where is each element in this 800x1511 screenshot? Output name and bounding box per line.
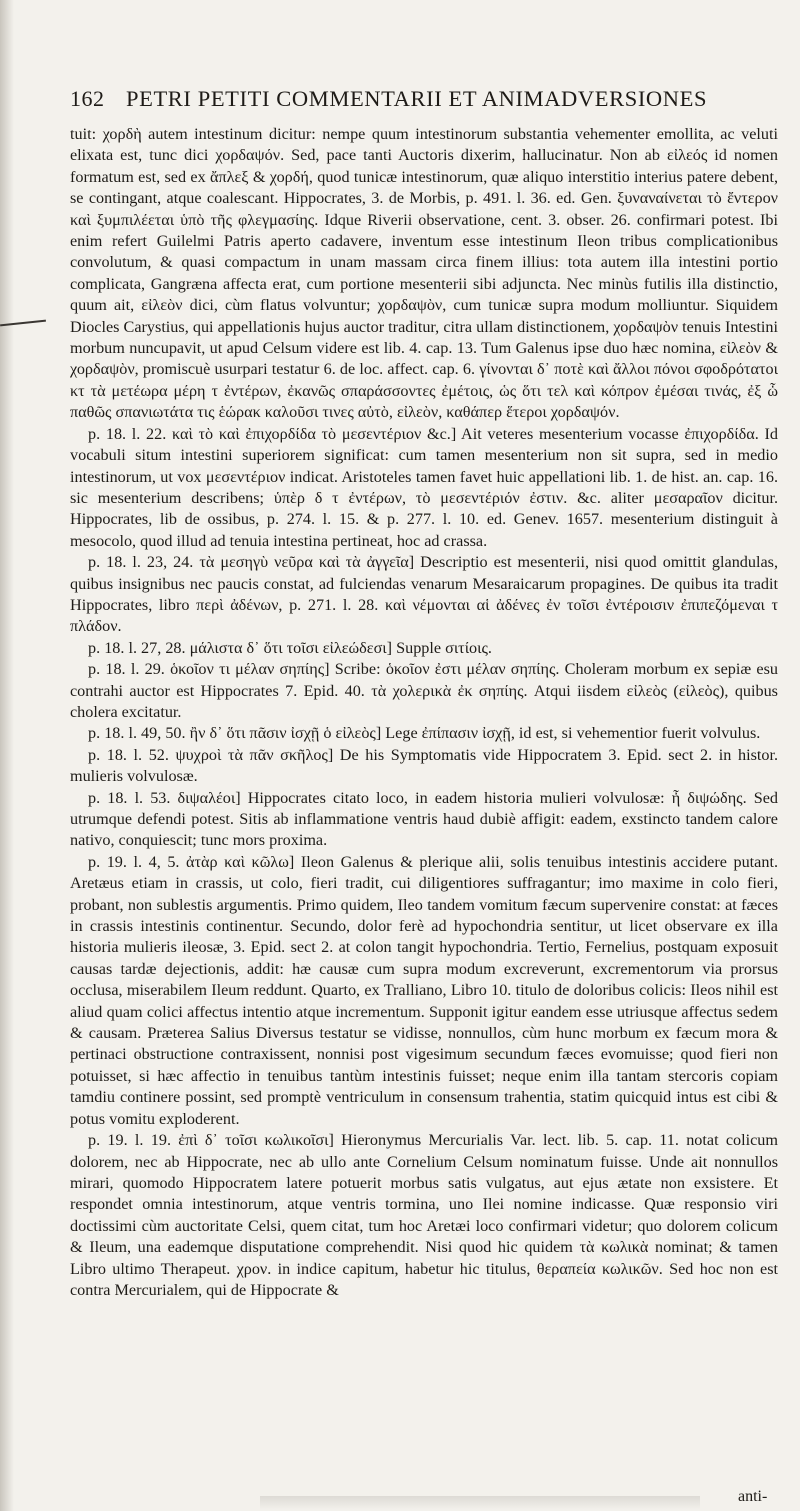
note-p18-l53: p. 18. l. 53. διψαλέοι] Hippocrates citato loco, in eadem historia mulieri volvulosæ: ἦ διψώδης. Sed utrumque defendi potest. Sitis ab inflammatione ventris haud dubiè affigit: eadem, exstincto tandem calore nativo, conquiescit; tunc mors proxima.: [70, 788, 778, 850]
page-header: [70, 86, 772, 120]
note-p18-l23-24: p. 18. l. 23, 24. τὰ μεσηγὺ νεῦρα καὶ τὰ ἀγγεῖα] Descriptio est mesenterii, nisi quod omittit glandulas, quibus insignibus nec paucis constat, ad fulciendas venarum Mesaraicarum propagines. De quibus ita tradit Hippocrates, libro περὶ ἀδένων, p. 271. l. 28. καὶ νέμονται αἱ ἀδένες ἐν τοῖσι ἐντέροισιν ἐπιπεζόμεναι τ πλάδον.: [70, 553, 778, 636]
catchword: anti-: [738, 1488, 768, 1505]
note-p19-l19: p. 19. l. 19. ἐπὶ δ᾽ τοῖσι κωλικοῖσι] Hieronymus Mercurialis Var. lect. lib. 5. cap. 11. notat colicum dolorem, nec ab Hippocrate, nec ab ullo ante Cornelium Celsum nominatum fuisse. Unde ait nonnullos mirari, quomodo Hippocratem latere potuerit morbus satis vulgatus, aut ejus ætate non exsistere. Et respondet omnia intestinorum, atque ventris tormina, uno Ilei nomine indicasse. Quæ responsio viri doctissimi cùm auctoritate Celsi, quem citat, tum hoc Aretæi loco confirmari videtur; quo dolorem colicum & Ileum, una eademque disputatione comprehendit. Nisi quod hic quidem τὰ κωλικὰ nominat; & tamen Libro ultimo Therapeut. χρον. in indice capitum, habetur hic titulus, θεραπεία κωλικῶν. Sed hoc non est contra Mercurialem, qui de Hippocrate &: [70, 1131, 778, 1299]
gutter-shadow: [0, 0, 14, 1511]
note-p18-l22: p. 18. l. 22. καὶ τὸ καὶ ἐπιχορδίδα τὸ μεσεντέριον &c.] Ait veteres mesenterium vocasse ἐπιχορδίδα. Id vocabuli situm intestini superiorem significat: cum tamen mesenterium non sit supra, sed in medio intestinorum, ut vox μεσεντέριον indicat. Aristoteles tamen favet huic appellationi lib. 1. de hist. an. cap. 16. sic mesenterium describens; ὑπὲρ δ τ ἐντέρων, τὸ μεσεντέριόν ἐστιν. &c. aliter μεσαραῖον dicitur. Hippocrates, lib de ossibus, p. 274. l. 15. & p. 277. l. 10. ed. Genev. 1657. mesenterium distinguit à mesocolo, quod illud ad tenuia intestina pertineat, hoc ad crassa.: [70, 424, 778, 550]
note-p18-l27-28: p. 18. l. 27, 28. μάλιστα δ᾽ ὅτι τοῖσι εἰλεώδεσι] Supple σιτίοις.: [88, 638, 492, 657]
page-number: 162: [70, 86, 105, 111]
page-body: [70, 124, 778, 1301]
paragraph-continuation: tuit: χορδὴ autem intestinum dicitur: nempe quum intestinorum substantia vehementer emollita, ac veluti elixata est, tunc dici χορδαψόν. Sed, pace tanti Auctoris dixerim, hallucinatur. Non ab εἰλεός id nomen formatum est, sed ex ἄπλεξ & χορδή, quod tunicæ intestinorum, quæ aliquo interstitio interius patere debent, se contingant, atque coalescant. Hippocrates, 3. de Morbis, p. 491. l. 36. ed. Gen. ξυναναίνεται τὸ ἔντερον καὶ ξυμπιλέεται ὑπὸ τῆς φλεγμασίης. Idque Riverii observatione, cent. 3. obser. 26. confirmari potest. Ibi enim refert Guilelmi Patris aperto cadavere, inventum esse intestinum Ileon tribus complicationibus convolutum, & quasi compactum in unam massam circa finem illius: tota autem illa intestini portio complicata, Gangræna affecta erat, cum portione mesenterii sibi adjuncta. Nec minùs futilis illa distinctio, quum ait, εἰλεὸν dici, cùm flatus volvuntur; χορδαψὸν, cum tunicæ supra modum molliuntur. Siquidem Diocles Carystius, qui appellationis hujus auctor traditur, citra ullam distinctionem, χορδαψὸν tenuis Intestini morbum nuncupavit, ut apud Celsum videre est lib. 4. cap. 13. Tum Galenus ipse duo hæc nomina, εἰλεὸν & χορδαψὸν, promiscuè usurpari testatur 6. de loc. affect. cap. 6. γίνονται δ᾽ ποτὲ καὶ ἄλλοι πόνοι σφοδρότατοι κτ τὰ μετέωρα μέρη τ ἐντέρων, ἐκανῶς σπαράσσοντες ἐμέτοις, ὡς ὅτι τελ καὶ κόπρον ἐμέσαι τινάς, ἐξ ὧ παθῶς σπανιωτάτα τις ἑώρακ καλοῦσι τινες αὐτὸ, εἰλεὸν, καθάπερ ἕτεροι χορδαψόν.: [70, 125, 778, 422]
note-p18-l52: p. 18. l. 52. ψυχροὶ τὰ πᾶν σκῆλος] De his Symptomatis vide Hippocratem 3. Epid. sect 2. in histor. mulieris volvulosæ.: [70, 745, 778, 786]
running-title: PETRI PETITI COMMENTARII ET ANIMADVERSIONES: [126, 86, 708, 111]
note-p18-l49-50: p. 18. l. 49, 50. ἢν δ᾽ ὅτι πᾶσιν ἰσχῇ ὁ εἰλεὸς] Lege ἐπίπασιν ἰσχῇ, id est, si vehementior fuerit volvulus.: [88, 724, 761, 743]
show-through-text: [260, 1496, 700, 1510]
note-p19-l4-5: p. 19. l. 4, 5. ἀτὰρ καὶ κῶλω] Ileon Galenus & plerique alii, solis tenuibus intestinis accidere putant. Aretæus etiam in crassis, ut colo, fieri tradit, cui diligentiores suffragantur; imo maxime in colo fieri, probant, non sublestis argumentis. Primo quidem, Ileo tandem vomitum fæcum supervenire constat: at fæces in crassis intestinis continentur. Secundo, dolor ferè ad hypochondria sentitur, ut licet observare ex illa historia mulieris ileosæ, 3. Epid. sect 2. at colon tangit hypochondria. Tertio, Fernelius, postquam exposuit causas tardæ dejectionis, addit: hæ causæ cum supra modum excreverunt, excrementorum via prorsus occlusa, miserabilem Ileum reddunt. Quarto, ex Tralliano, Libro 10. titulo de doloribus colicis: Ileos nihil est aliud quam colici affectus intentio atque incrementum. Supponit igitur eandem esse utriusque affectus sedem & causam. Præterea Salius Diversus testatur se vidisse, nonnullos, cùm hunc morbum ex fæcum mora & pertinaci obstructione contraxissent, nonnisi post vigesimum secundum fæces evomuisse; quod fieri non potuisset, si hæc affectio in tenuibus tantùm intestinis fuisset; neque enim illa tantam stercoris copiam tamdiu continere possint, sed promptè ventriculum in consensum trahentia, statim quicquid intus est cibi & potus vomitu exploderent.: [70, 852, 778, 1128]
note-p18-l29: p. 18. l. 29. ὁκοῖον τι μέλαν σηπίης] Scribe: ὁκοῖον ἐστι μέλαν σηπίης. Choleram morbum ex sepiæ esu contrahi auctor est Hippocrates 7. Epid. 40. τὰ χολερικὰ ἐκ σηπίης. Atqui iisdem εἰλεὸς (εἰλεὸς), quibus cholera excitatur.: [70, 660, 778, 721]
